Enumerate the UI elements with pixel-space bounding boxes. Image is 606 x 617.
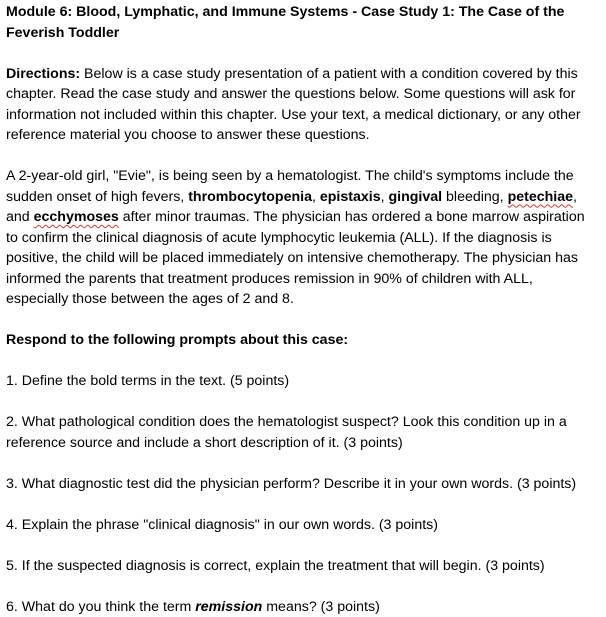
- respond-heading-text: Respond to the following prompts about this case:: [6, 332, 348, 348]
- term-gingival: gingival: [388, 189, 442, 205]
- case-text-4: after minor traumas. The physician has ordered a bone marrow aspiration to confirm the clinical diagnosis of acute lymphocytic leukemia (ALL). If the diagnosis is positive, the child will be placed immediately on intensive chemotherapy. The physician has informed the parents that treatment produces remission in 90% of children with ALL, especially those between the ages of 2 and 8.: [6, 209, 585, 307]
- case-text-2: bleeding,: [442, 189, 507, 205]
- directions-text: Below is a case study presentation of a patient with a condition covered by this chapter. Read the case study and answer the questions below. Some questions will ask for information not included within this chapter. Use your text, a medical dictionary, or any other reference material you choose to answer these questions.: [6, 66, 581, 144]
- question-6-before: 6. What do you think the term: [6, 599, 195, 615]
- term-ecchymoses: ecchymoses: [34, 209, 119, 225]
- question-3: 3. What diagnostic test did the physician perform? Describe it in your own words. (3 points): [6, 474, 596, 495]
- term-remission: remission: [195, 599, 262, 615]
- question-6: [6, 597, 596, 617]
- question-1: 1. Define the bold terms in the text. (5 points): [6, 371, 596, 392]
- term-epistaxis: epistaxis: [320, 189, 381, 205]
- case-text-3: , and: [6, 189, 577, 226]
- case-sep-1: ,: [312, 189, 320, 205]
- case-paragraph: [6, 166, 596, 310]
- directions-label: Directions:: [6, 66, 80, 82]
- directions-paragraph: [6, 64, 596, 146]
- question-6-after: means? (3 points): [262, 599, 380, 615]
- question-5: 5. If the suspected diagnosis is correct, explain the treatment that will begin. (3 points): [6, 556, 596, 577]
- question-2: 2. What pathological condition does the hematologist suspect? Look this condition up in a reference source and include a short description of it. (3 points): [6, 412, 596, 453]
- case-text-1: A 2-year-old girl, "Evie", is being seen by a hematologist. The child's symptoms include the sudden onset of high fevers,: [6, 168, 574, 205]
- term-thrombocytopenia: thrombocytopenia: [188, 189, 312, 205]
- respond-heading: [6, 330, 596, 351]
- page-title: Module 6: Blood, Lymphatic, and Immune Systems - Case Study 1: The Case of the Feverish Toddler: [6, 2, 596, 43]
- term-petechiae: petechiae: [508, 189, 573, 205]
- question-4: 4. Explain the phrase "clinical diagnosis" in our own words. (3 points): [6, 515, 596, 536]
- case-sep-2: ,: [381, 189, 389, 205]
